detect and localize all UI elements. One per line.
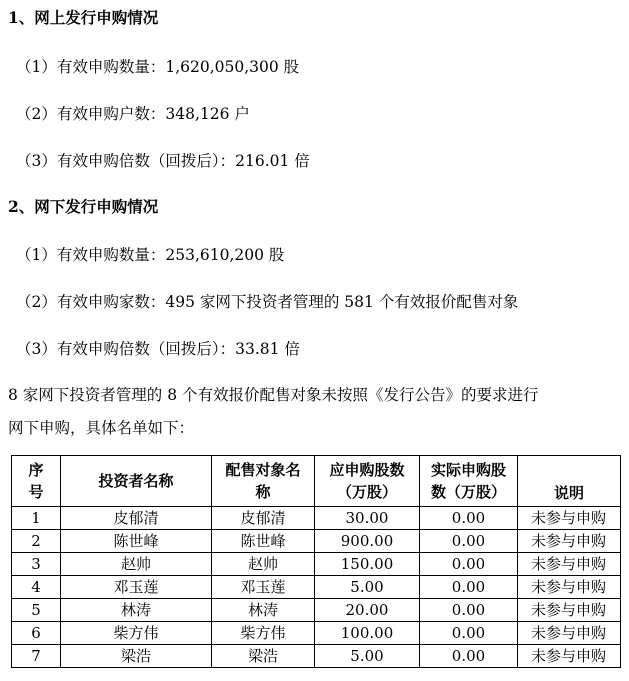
header-investor: 投资者名称 [61,456,212,507]
cell-should: 5.00 [315,645,420,668]
table-row [12,622,621,645]
cell-actual: 0.00 [420,645,518,668]
cell-seq: 1 [12,507,61,530]
header-should: 应申购股数 （万股） [315,456,420,507]
cell-note: 未参与申购 [518,507,621,530]
cell-note: 未参与申购 [518,576,621,599]
cell-target: 邓玉莲 [212,576,315,599]
noncompliant-investors-table [11,455,621,668]
cell-note: 未参与申购 [518,645,621,668]
cell-investor: 皮郁清 [61,507,212,530]
cell-actual: 0.00 [420,576,518,599]
cell-target: 柴方伟 [212,622,315,645]
cell-should: 20.00 [315,599,420,622]
cell-seq: 4 [12,576,61,599]
table-row [12,576,621,599]
cell-actual: 0.00 [420,530,518,553]
table-row [12,553,621,576]
cell-investor: 邓玉莲 [61,576,212,599]
header-seq: 序 号 [12,456,61,507]
paragraph-line-2: 网下申购，具体名单如下： [8,419,195,437]
cell-investor: 赵帅 [61,553,212,576]
table-row [12,599,621,622]
cell-target: 梁浩 [212,645,315,668]
cell-actual: 0.00 [420,553,518,576]
section2-item-3: （3）有效申购倍数（回拨后）：33.81 倍 [16,340,300,358]
header-target: 配售对象名 称 [212,456,315,507]
cell-target: 皮郁清 [212,507,315,530]
cell-target: 陈世峰 [212,530,315,553]
cell-seq: 2 [12,530,61,553]
cell-note: 未参与申购 [518,622,621,645]
table-row [12,645,621,668]
cell-seq: 3 [12,553,61,576]
cell-should: 30.00 [315,507,420,530]
table-row [12,507,621,530]
cell-should: 150.00 [315,553,420,576]
section2-item-1: （1）有效申购数量：253,610,200 股 [16,246,285,264]
cell-seq: 7 [12,645,61,668]
cell-investor: 陈世峰 [61,530,212,553]
cell-investor: 柴方伟 [61,622,212,645]
cell-note: 未参与申购 [518,599,621,622]
cell-investor: 林涛 [61,599,212,622]
cell-should: 5.00 [315,576,420,599]
section1-item-2: （2）有效申购户数：348,126 户 [16,105,250,123]
section1-heading: 1、网上发行申购情况 [8,8,159,27]
cell-actual: 0.00 [420,599,518,622]
header-note: 说明 [518,456,621,507]
cell-investor: 梁浩 [61,645,212,668]
cell-target: 赵帅 [212,553,315,576]
paragraph-line-1: 8 家网下投资者管理的 8 个有效报价配售对象未按照《发行公告》的要求进行 [8,386,539,404]
section2-heading: 2、网下发行申购情况 [8,197,159,216]
cell-note: 未参与申购 [518,530,621,553]
cell-actual: 0.00 [420,622,518,645]
header-actual: 实际申购股 数（万股） [420,456,518,507]
section1-item-1: （1）有效申购数量：1,620,050,300 股 [16,58,300,76]
section2-item-2: （2）有效申购家数：495 家网下投资者管理的 581 个有效报价配售对象 [16,293,519,311]
cell-actual: 0.00 [420,507,518,530]
cell-seq: 6 [12,622,61,645]
cell-should: 900.00 [315,530,420,553]
cell-seq: 5 [12,599,61,622]
cell-note: 未参与申购 [518,553,621,576]
table-header-row [12,456,621,507]
table-row [12,530,621,553]
cell-should: 100.00 [315,622,420,645]
cell-target: 林涛 [212,599,315,622]
section1-item-3: （3）有效申购倍数（回拨后）：216.01 倍 [16,152,310,170]
